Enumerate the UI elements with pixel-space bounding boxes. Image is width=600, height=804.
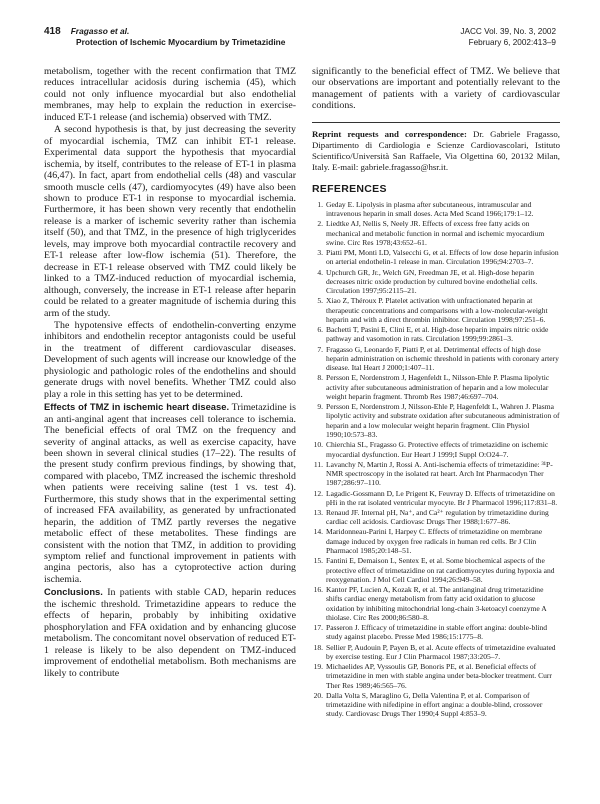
paragraph-conclusions bbox=[44, 586, 296, 679]
reference-text: Michaelides AP, Vyssoulis GP, Bonoris PE, et al. Beneficial effects of trimetazidine in men with stable angina under beta-blocker treatment. Curr Ther Res 1989;46:565–76. bbox=[326, 662, 552, 690]
reference-item bbox=[312, 460, 560, 488]
reference-item bbox=[312, 489, 560, 508]
correspondence-label: Reprint requests and correspondence: bbox=[312, 128, 467, 139]
reference-number: 20. bbox=[313, 690, 323, 700]
section-heading-tmz-effects: Effects of TMZ in ischemic heart disease. bbox=[44, 401, 230, 413]
reference-text: Maridonneau-Parini I, Harpey C. Effects of trimetazidine on membrane damage induced by oxygen free radicals in human red cells. Br J Clin Pharmacol 1985;20:148–51. bbox=[326, 527, 543, 556]
reference-text: Bachetti T, Pasini E, Clini E, et al. High-dose heparin impairs nitric oxide pathway and vasomotion in rats. Circulation 1999;99:2861–3. bbox=[326, 325, 549, 344]
reference-text: Lagadic-Gossmann D, Le Prigent K, Feuvray D. Effects of trimetazidine on pHi in the rat isolated ventricular myocyte. Br J Pharmacol 1996;117:831–8. bbox=[326, 488, 558, 507]
reference-item bbox=[312, 585, 560, 622]
paragraph: significantly to the beneficial effect of TMZ. We believe that our observations are important and potentially relevant to the management of patients with a variety of cardiovascular conditions. bbox=[312, 66, 560, 112]
reference-number: 1. bbox=[317, 199, 323, 209]
paragraph-tmz-effects bbox=[44, 401, 296, 585]
reference-item bbox=[312, 268, 560, 296]
page-number: 418 bbox=[44, 26, 61, 37]
reference-number: 10. bbox=[313, 440, 323, 450]
reference-text: Renaud JF. Internal pH, Na⁺, and Ca²⁺ regulation by trimetazidine during cardiac cell acidosis. Cardiovasc Drugs Ther 1988;1:677–86. bbox=[326, 508, 549, 527]
paragraph-text: Trimetazidine is an anti-anginal agent that increases cell tolerance to ischemia. The beneficial effects of oral TMZ on the frequency and severity of anginal attacks, as well as exercise capacity, have been shown in several clinical studies (17–22). The results of the present study confirm previous findings, by showing that, compared with placebo, TMZ increased the ischemic threshold when patients were receiving saline (test 1 vs. test 4). Furthermore, this study shows that in the experimental setting of increased FFA availability, as generated by unfractionated heparin, the addition of TMZ partly reverses the negative metabolic effect of these metabolites. These findings are consistent with the notion that TMZ, in addition to providing symptom relief and functional improvement in patients with angina pectoris, also has a cytoprotective action during ischemia. bbox=[44, 402, 296, 585]
reference-item bbox=[312, 200, 560, 219]
section-heading-conclusions: Conclusions. bbox=[44, 586, 103, 598]
reference-number: 17. bbox=[313, 623, 323, 633]
reference-item bbox=[312, 296, 560, 324]
reference-item bbox=[312, 527, 560, 555]
reference-item bbox=[312, 219, 560, 247]
reference-text: Geday E. Lipolysis in plasma after subcutaneous, intramuscular and intravenous heparin in small doses. Acta Med Scand 1966;179:1–12. bbox=[326, 199, 534, 219]
header-right bbox=[460, 26, 556, 48]
reference-number: 13. bbox=[313, 508, 323, 517]
reference-number: 7. bbox=[317, 344, 323, 354]
correspondence-block bbox=[312, 122, 560, 173]
correspondence-text: Dr. Gabriele Fragasso, Dipartimento di Cardiologia e Scienze Cardiovascolari, Istituto Scientifico/Università San Raffaele, Via Olgettina 60, 20132 Milan, Italy. E-mail: gabriele.fragasso@hsr.it. bbox=[312, 128, 560, 172]
reference-item bbox=[312, 248, 560, 267]
reference-number: 2. bbox=[317, 219, 323, 229]
reference-number: 16. bbox=[313, 585, 323, 595]
reference-item bbox=[312, 662, 560, 690]
reference-text: Chierchia SL, Fragasso G. Protective effects of trimetazidine on ischemic myocardial dysfunction. Eur Heart J 1999;I Suppl O:O24–7. bbox=[326, 440, 549, 459]
reference-text: Xiao Z, Théroux P. Platelet activation with unfractionated heparin at therapeutic concentrations and comparisons with a low-molecular-weight heparin and with a direct thrombin inhibitor. Circulation 1998;97:251–6. bbox=[326, 296, 548, 324]
references-list bbox=[312, 200, 560, 719]
header-subtitle: Protection of Ischemic Myocardium by Trimetazidine bbox=[76, 37, 286, 47]
reference-item bbox=[312, 508, 560, 527]
paragraph: A second hypothesis is that, by just decreasing the severity of myocardial ischemia, TMZ can inhibit ET-1 release. Experimental data support the hypothesis that myocardial ischemia, by itself, contributes to the release of ET-1 in plasma (46,47). In fact, apart from endothelial cells (48) and vascular smooth muscle cells (47), cardiomyocytes (49) have also been shown to produce ET-1 in response to myocardial ischemia. Furthermore, it has been shown very recently that endothelin release is a marker of ischemic severity rather than ischemia itself (50), and that TMZ, in the presence of high triglycerides levels, may improve both myocardial contractile recovery and ET-1 release after low-flow ischemia (51). Therefore, the decrease in ET-1 release observed with TMZ could likely be linked to a TMZ-induced reduction of myocardial ischemia, although, conversely, the increase in ET-1 release after heparin could be related to a greater magnitude of ischemia during this arm of the study. bbox=[44, 124, 296, 319]
reference-number: 15. bbox=[313, 556, 323, 566]
paragraph-text: In patients with stable CAD, heparin reduces the ischemic threshold. Trimetazidine appears to reduce the effects of heparin, probably by inhibiting oxidative phosphorylation and FFA oxidation and by enhancing glucose metabolism. The concomitant novel observation of reduced ET-1 release is likely to be also dependent on TMZ-induced improvement of endothelial metabolism. Both mechanisms are likely to contribute bbox=[44, 587, 296, 679]
reference-text: Sellier P, Audouin P, Payen B, et al. Acute effects of trimetazidine evaluated by exercise testing. Eur J Clin Pharmacol 1987;33:205–7. bbox=[326, 642, 556, 661]
reference-item bbox=[312, 345, 560, 373]
issue-date: February 6, 2002:413–9 bbox=[468, 38, 556, 47]
reference-item bbox=[312, 440, 560, 459]
reference-number: 6. bbox=[317, 325, 323, 335]
reference-text: Fantini E, Demaison L, Sentex E, et al. Some biochemical aspects of the protective effect of trimetazidine on rat cardiomyocytes during hypoxia and reoxygenation. J Mol Cell Cardiol 1994;26:949–58. bbox=[326, 556, 555, 584]
journal-citation: JACC Vol. 39, No. 3, 2002 bbox=[460, 27, 556, 36]
reference-number: 14. bbox=[313, 527, 323, 537]
header-left bbox=[44, 26, 285, 48]
paragraph: metabolism, together with the recent confirmation that TMZ reduces intracellular acidosis during ischemia (45), which could not only influence myocardial but also endothelial membranes, may help to explain the reduction in exercise-induced ET-1 release (and ischemia) observed with TMZ. bbox=[44, 66, 296, 123]
reference-item bbox=[312, 325, 560, 344]
reference-number: 8. bbox=[317, 373, 323, 383]
reference-text: Kantor PF, Lucien A, Kozak R, et al. The antianginal drug trimetazidine shifts cardiac energy metabolism from fatty acid oxidation to glucose oxidation by inhibiting mitochondrial long-chain 3-ketoacyl coenzyme A thiolase. Circ Res 2000;86:580–8. bbox=[326, 585, 547, 622]
reference-text: Liedtke AJ, Nellis S, Neely JR. Effects of excess free fatty acids on mechanical and metabolic function in normal and ischemic myocardium swine. Circ Res 1978;43:652–61. bbox=[326, 219, 545, 247]
reference-text: Passeron J. Efficacy of trimetazidine in stable effort angina: double-blind study against placebo. Presse Med 1986;15:1775–8. bbox=[326, 623, 548, 642]
left-column bbox=[44, 66, 296, 679]
reference-text: Upchurch GR, Jr., Welch GN, Freedman JE, et al. High-dose heparin decreases nitric oxide production by cultured bovine endothelial cells. Circulation 1997;95:2115–21. bbox=[326, 267, 538, 296]
reference-text: Piatti PM, Monti LD, Valsecchi G, et al. Effects of low dose heparin infusion on arterial endothelin-1 release in man. Circulation 1996;94:2703–7. bbox=[326, 248, 559, 267]
references-heading: REFERENCES bbox=[312, 182, 387, 195]
reference-text: Dalla Volta S, Maraglino G, Della Valentina P, et al. Comparison of trimetazidine with nifedipine in effort angina: a double-blind, crossover study. Cardiovasc Drugs Ther 1990;4 Suppl 4:853–9. bbox=[326, 690, 543, 719]
reference-number: 12. bbox=[313, 488, 323, 498]
reference-text: Fragasso G, Leonardo F, Piatti P, et al. Detrimental effects of high dose heparin administration on ischemic threshold in patients with coronary artery disease. Ital Heart J 2000;1:407–11. bbox=[326, 344, 559, 373]
reference-number: 9. bbox=[317, 402, 323, 412]
reference-text: Persson E, Nordenstrom J, Hagenfeldt L, Nilsson-Ehle P. Plasma lipolytic activity after subcutaneous administration of heparin and a low molecular weight heparin fragment. Thromb Res 1987;46:697–704. bbox=[326, 373, 550, 401]
reference-number: 4. bbox=[317, 267, 323, 277]
reference-item bbox=[312, 556, 560, 584]
reference-item bbox=[312, 691, 560, 719]
reference-item bbox=[312, 373, 560, 401]
reference-number: 3. bbox=[317, 248, 323, 258]
reference-text: Persson E, Nordenstrom J, Nilsson-Ehle P, Hagenfeldt L, Wahren J. Plasma lipolytic activity and substrate oxidation after subcutaneous administration of heparin and a low molecular weight heparin fragment. Clin Physiol 1990;10:573–83. bbox=[326, 402, 560, 440]
reference-item bbox=[312, 402, 560, 439]
reference-number: 11. bbox=[313, 459, 323, 469]
running-header bbox=[44, 26, 556, 56]
header-authors: Fragasso et al. bbox=[70, 26, 130, 36]
reference-number: 19. bbox=[313, 662, 323, 672]
reference-item bbox=[312, 643, 560, 662]
reference-number: 5. bbox=[317, 296, 323, 306]
paragraph: The hypotensive effects of endothelin-converting enzyme inhibitors and endothelin receptor antagonists could be useful in the treatment of different cardiovascular diseases. Development of such agents will increase our knowledge of the physiologic and pathologic roles of the endothelins and should generate drugs with novel benefits. Whether TMZ could also play a role in this setting has yet to be determined. bbox=[44, 319, 296, 400]
right-column bbox=[312, 66, 560, 720]
reference-number: 18. bbox=[313, 642, 323, 652]
reference-item bbox=[312, 623, 560, 642]
reference-text: Lavanchy N, Martin J, Rossi A. Anti-ischemia effects of trimetazidine: ³¹P-NMR spectroscopy in the isolated rat heart. Arch Int Pharmacodyn Ther 1987;286:97–110. bbox=[326, 459, 553, 488]
